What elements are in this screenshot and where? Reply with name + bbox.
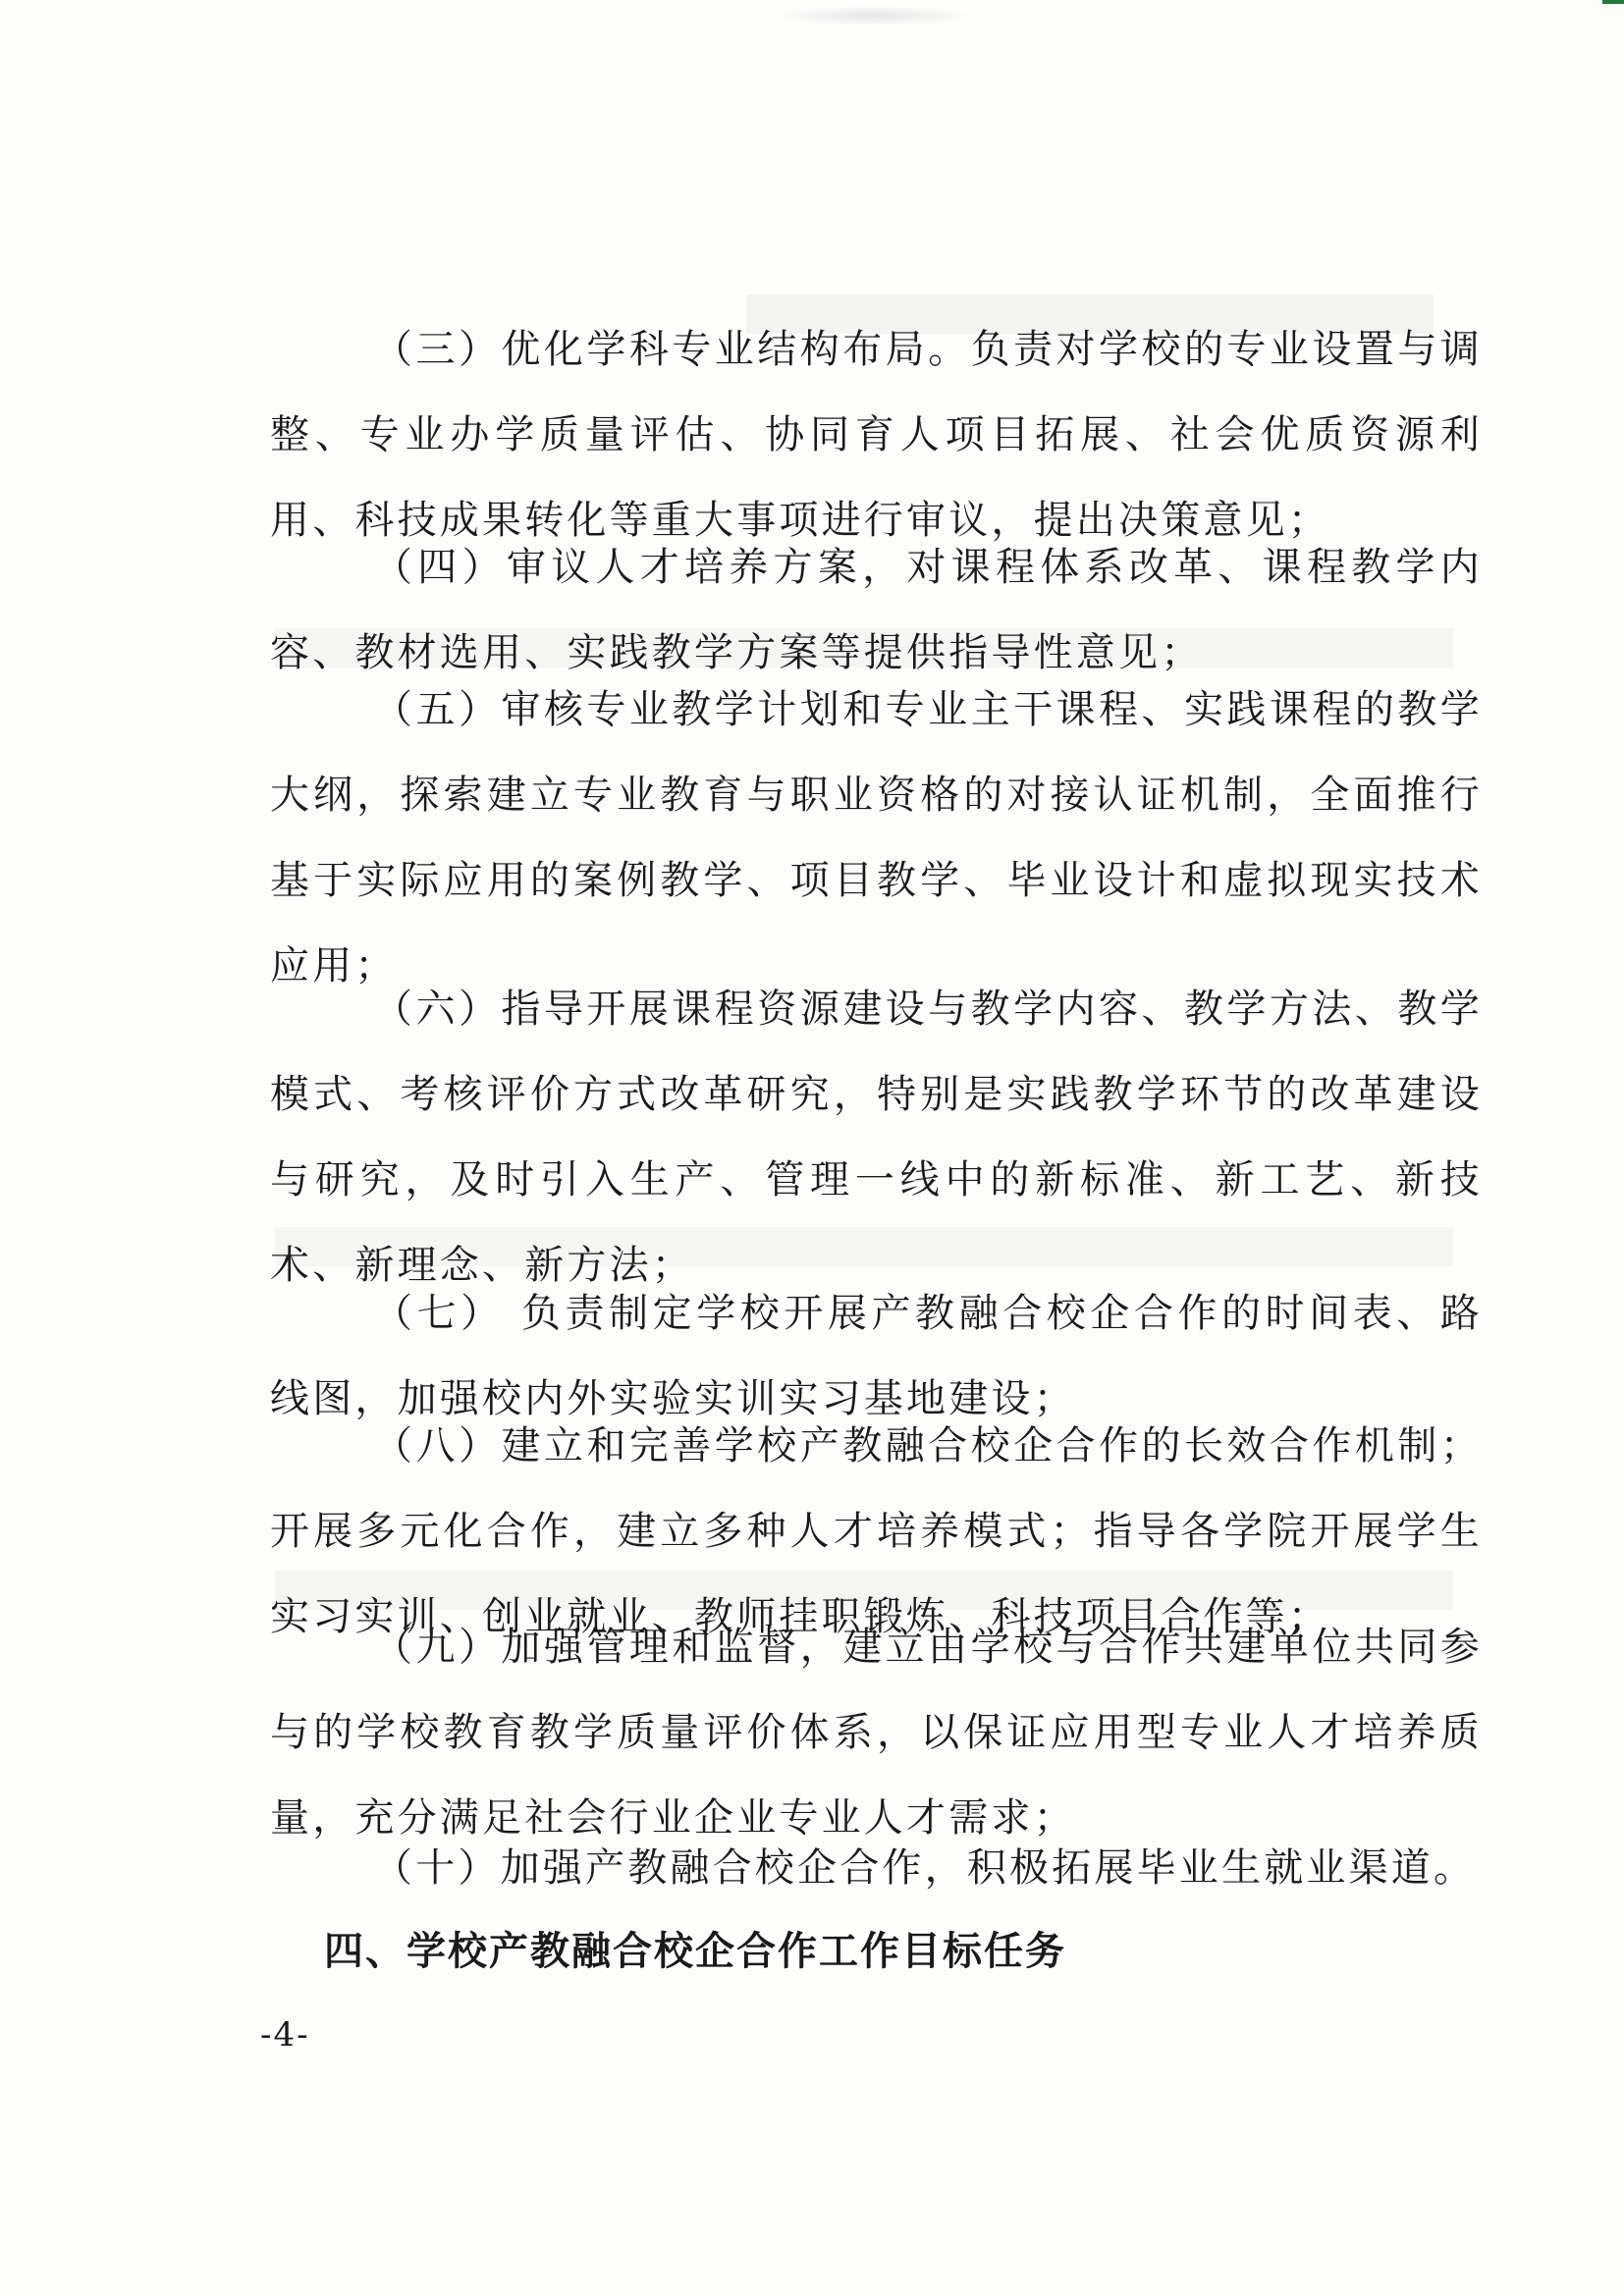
paragraph-8: （八）建立和完善学校产教融合校企合作的长效合作机制；开展多元化合作，建立多种人才培养模式；指导各学院开展学生实习实训、创业就业、教师挂职锻炼、科技项目合作等； [270,1423,1483,1639]
paragraph-6: （六）指导开展课程资源建设与教学内容、教学方法、教学模式、考核评价方式改革研究，特别是实践教学环节的改革建设与研究，及时引入生产、管理一线中的新标准、新工艺、新技术、新理念、新方法； [270,987,1483,1288]
page-number: -4- [260,2015,310,2055]
paragraph-4: （四）审议人才培养方案，对课程体系改革、课程教学内容、教材选用、实践教学方案等提供指导性意见； [270,545,1483,675]
paragraph-3: （三）优化学科专业结构布局。负责对学校的专业设置与调整、专业办学质量评估、协同育人项目拓展、社会优质资源利用、科技成果转化等重大事项进行审议，提出决策意见； [270,327,1483,543]
paragraph-10: （十）加强产教融合校企合作，积极拓展毕业生就业渠道。 [373,1845,1477,1891]
paragraph-9: （九）加强管理和监督，建立由学校与合作共建单位共同参与的学校教育教学质量评价体系，以保证应用型专业人才培养质量，充分满足社会行业企业专业人才需求； [270,1625,1483,1841]
paragraph-7: （七） 负责制定学校开展产教融合校企合作的时间表、路线图，加强校内外实验实训实习基地建设； [270,1291,1483,1421]
paragraph-5: （五）审核专业教学计划和专业主干课程、实践课程的教学大纲，探索建立专业教育与职业资格的对接认证机制，全面推行基于实际应用的案例教学、项目教学、毕业设计和虚拟现实技术应用； [270,687,1483,988]
corner-color-mark [1602,0,1624,4]
scan-smudge [776,6,972,26]
section-heading: 四、学校产教融合校企合作工作目标任务 [324,1929,1066,1974]
